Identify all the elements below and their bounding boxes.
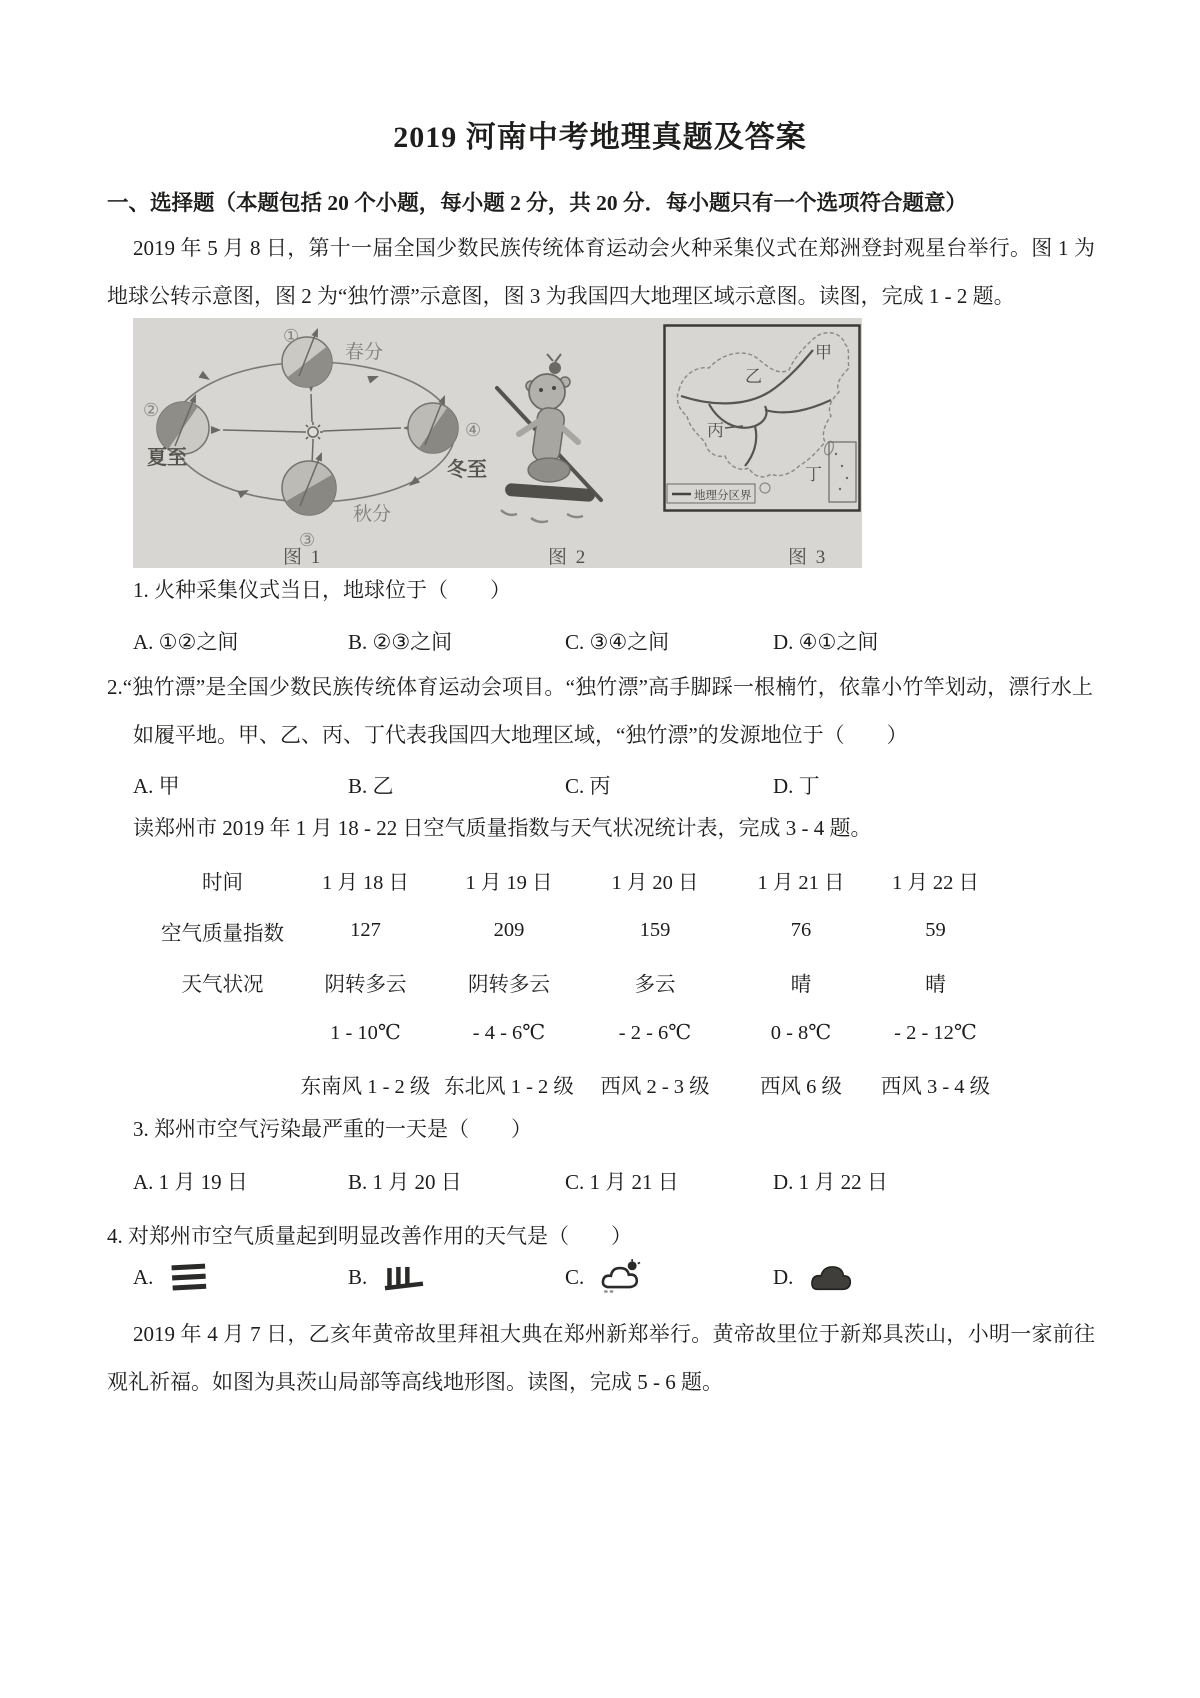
position-2-label: ②: [143, 400, 160, 420]
section-heading: 一、选择题（本题包括 20 个小题，每小题 2 分，共 20 分．每小题只有一个选项符合题意）: [107, 191, 968, 215]
table-cell: - 2 - 12℃: [894, 1022, 977, 1044]
table-intro: 读郑州市 2019 年 1 月 18 - 22 日空气质量指数与天气状况统计表，完成 3 - 4 题。: [133, 816, 872, 840]
option-letter: D.: [773, 1264, 794, 1289]
map-legend: [667, 484, 755, 503]
autumn-equinox-label: 秋分: [353, 504, 392, 525]
table-cell: 阴转多云: [468, 973, 550, 996]
question-4-option-c: [565, 1258, 644, 1296]
question-1-option-b: B. ②③之间: [348, 630, 453, 654]
page-title: 2019 河南中考地理真题及答案: [393, 121, 807, 154]
table-cell: [150, 1007, 295, 1058]
mascot-head: [529, 374, 565, 410]
table-header-cell: 1 月 21 日: [757, 871, 845, 894]
question-1-option-c: C. ③④之间: [565, 630, 670, 654]
table-cell: 159: [639, 919, 671, 941]
table-cell: 天气状况: [181, 973, 264, 996]
china-regions-map: [663, 324, 861, 514]
table-cell: 1 - 10℃: [330, 1022, 401, 1044]
table-cell: 西风 6 级: [760, 1075, 842, 1098]
question-1-options: [133, 626, 1113, 658]
table-cell: 127: [350, 919, 381, 941]
table-cell: - 2 - 6℃: [618, 1022, 692, 1044]
table-header-cell: 1 月 20 日: [611, 871, 699, 894]
region-bing-label: 丙: [707, 421, 724, 440]
summer-solstice-label: 夏至: [147, 447, 187, 469]
region-ding-label: 丁: [805, 465, 822, 484]
region-yi-label: 乙: [745, 367, 762, 386]
question-2-options: [133, 770, 1113, 802]
question-2: 2.“独竹漂”是全国少数民族传统体育运动会项目。“独竹漂”高手脚踩一根楠竹，依靠小竹竿划动，漂行水上如履平地。甲、乙、丙、丁代表我国四大地理区域，“独竹漂”的发源地位于（ ）: [107, 675, 1093, 747]
table-cell: - 4 - 6℃: [472, 1022, 546, 1044]
table-header-cell: 1 月 18 日: [321, 871, 410, 894]
question-2-option-a: A. 甲: [133, 774, 180, 798]
table-cell: 209: [493, 919, 525, 941]
question-4: 4. 对郑州市空气质量起到明显改善作用的天气是（ ）: [107, 1224, 632, 1248]
closing-paragraph: 2019 年 4 月 7 日，乙亥年黄帝故里拜祖大典在郑州新郑举行。黄帝故里位于新郑具茨山，小明一家前往观礼祈福。如图为具茨山局部等高线地形图。读图，完成 5 - 6 题。: [107, 1322, 1095, 1394]
table-cell: 0 - 8℃: [770, 1022, 832, 1044]
table-header-cell: 1 月 22 日: [891, 871, 980, 894]
figure2-caption: 图 2: [548, 547, 588, 568]
intro-paragraph: 2019 年 5 月 8 日，第十一届全国少数民族传统体育运动会火种采集仪式在郑洲登封观星台举行。图 1 为地球公转示意图，图 2 为“独竹漂”示意图，图 3 为我国四大地理区域示意图。读图，完成 1 - 2 题。: [107, 236, 1095, 308]
winter-solstice-label: 冬至: [447, 459, 487, 481]
option-letter: C.: [565, 1264, 585, 1289]
partly-cloudy-icon: [598, 1258, 644, 1296]
earth-revolution-diagram: [137, 324, 489, 556]
earth-winter-position: [408, 394, 468, 463]
question-2-option-d: D. 丁: [773, 774, 820, 798]
figure-strip: [133, 318, 862, 568]
table-cell: 晴: [925, 973, 946, 996]
south-china-sea-inset: [829, 442, 856, 502]
earth-autumn-position: [282, 451, 346, 525]
table-cell: 西风 3 - 4 级: [880, 1075, 991, 1098]
figure3-caption: 图 3: [788, 547, 828, 568]
figure1-caption: 图 1: [283, 547, 323, 568]
question-4-option-a: [133, 1258, 213, 1296]
table-cell: 59: [925, 919, 946, 941]
table-cell: 东北风 1 - 2 级: [444, 1075, 574, 1098]
table-header-cell: 时间: [202, 871, 243, 894]
question-2-option-c: C. 丙: [565, 774, 611, 798]
question-3-option-a: A. 1 月 19 日: [133, 1170, 248, 1194]
question-4-option-d: [773, 1258, 853, 1296]
question-4-option-b: [348, 1258, 427, 1296]
question-3-option-b: B. 1 月 20 日: [348, 1170, 462, 1194]
question-4-options: [133, 1258, 1113, 1310]
table-cell: 多云: [634, 973, 676, 996]
position-4-label: ④: [465, 420, 482, 440]
table-cell: 76: [790, 919, 812, 941]
table-cell: 晴: [790, 973, 812, 996]
table-cell: 阴转多云: [324, 973, 407, 996]
fog-icon: [167, 1258, 213, 1296]
sun-icon: [303, 422, 323, 442]
position-1-label: ①: [283, 326, 300, 346]
table-header-cell: 1 月 19 日: [465, 871, 553, 894]
question-1-option-d: D. ④①之间: [773, 630, 879, 654]
question-1: 1. 火种采集仪式当日，地球位于（ ）: [133, 578, 511, 602]
question-3-options: [133, 1166, 1113, 1198]
question-3: 3. 郑州市空气污染最严重的一天是（ ）: [133, 1117, 532, 1141]
table-cell: 空气质量指数: [161, 922, 284, 945]
question-3-option-d: D. 1 月 22 日: [773, 1170, 888, 1194]
option-letter: B.: [348, 1264, 368, 1289]
frost-icon: [381, 1258, 427, 1296]
spring-equinox-label: 春分: [345, 342, 384, 363]
option-letter: A.: [133, 1264, 154, 1289]
region-jia-label: 甲: [815, 343, 832, 362]
question-1-option-a: A. ①②之间: [133, 630, 239, 654]
bamboo-pole: [505, 483, 596, 502]
position-3-label: ③: [299, 530, 316, 550]
table-cell: [150, 1058, 295, 1109]
legend-label: 地理分区界: [694, 490, 752, 502]
table-cell: 西风 2 - 3 级: [600, 1075, 710, 1098]
table-cell: 东南风 1 - 2 级: [300, 1075, 431, 1098]
bamboo-drifting-illustration: [489, 328, 609, 538]
question-2-option-b: B. 乙: [348, 774, 394, 798]
overcast-cloud-icon: [807, 1258, 853, 1296]
question-3-option-c: C. 1 月 21 日: [565, 1170, 679, 1194]
weather-table: [150, 854, 997, 1109]
